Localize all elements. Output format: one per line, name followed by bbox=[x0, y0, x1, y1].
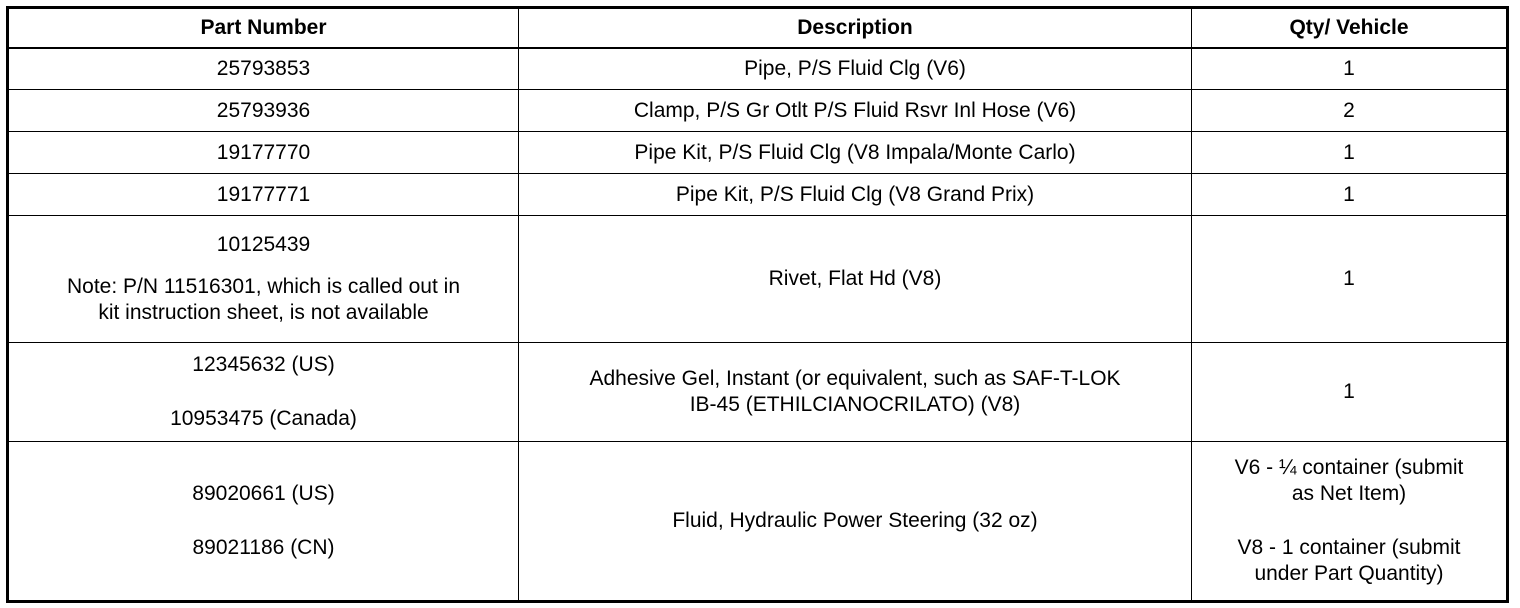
description-cell: Clamp, P/S Gr Otlt P/S Fluid Rsvr Inl Hose (V6) bbox=[519, 90, 1192, 132]
description-cell: Pipe, P/S Fluid Clg (V6) bbox=[519, 48, 1192, 90]
parts-table bbox=[6, 6, 1509, 603]
description-cell: Pipe Kit, P/S Fluid Clg (V8 Grand Prix) bbox=[519, 174, 1192, 216]
qty-v8-line-1: V8 - 1 container (submit bbox=[1237, 536, 1461, 559]
qty-v6-line-1: V6 - ¼ container (submit bbox=[1234, 456, 1464, 479]
table-row bbox=[8, 90, 1508, 132]
part-number-canada: 10953475 (Canada) bbox=[170, 407, 357, 430]
part-number-cn: 89021186 (CN) bbox=[192, 536, 335, 559]
description-cell: Pipe Kit, P/S Fluid Clg (V8 Impala/Monte Carlo) bbox=[519, 132, 1192, 174]
part-number-cell: 19177770 bbox=[8, 132, 519, 174]
description-cell: Rivet, Flat Hd (V8) bbox=[519, 216, 1192, 343]
part-note-line-2: kit instruction sheet, is not available bbox=[98, 301, 429, 324]
table-row bbox=[8, 48, 1508, 90]
table-row bbox=[8, 442, 1508, 602]
spacer bbox=[1200, 507, 1498, 535]
header-part-number: Part Number bbox=[8, 8, 519, 48]
spacer bbox=[17, 507, 510, 535]
spacer bbox=[17, 258, 510, 274]
part-number-us: 89020661 (US) bbox=[192, 482, 335, 505]
table-row bbox=[8, 216, 1508, 343]
qty-cell bbox=[1192, 442, 1508, 602]
table-row bbox=[8, 174, 1508, 216]
description-line-1: Adhesive Gel, Instant (or equivalent, such as SAF-T-LOK bbox=[589, 367, 1121, 390]
qty-v6-line-2: as Net Item) bbox=[1291, 482, 1407, 505]
part-number: 10125439 bbox=[216, 233, 311, 256]
part-number-cell: 25793853 bbox=[8, 48, 519, 90]
header-description: Description bbox=[519, 8, 1192, 48]
qty-cell: 1 bbox=[1192, 343, 1508, 442]
description-cell: Fluid, Hydraulic Power Steering (32 oz) bbox=[519, 442, 1192, 602]
table-row bbox=[8, 132, 1508, 174]
description-cell bbox=[519, 343, 1192, 442]
qty-cell: 1 bbox=[1192, 216, 1508, 343]
qty-cell: 1 bbox=[1192, 174, 1508, 216]
part-number-cell: 19177771 bbox=[8, 174, 519, 216]
qty-cell: 2 bbox=[1192, 90, 1508, 132]
part-number-cell bbox=[8, 216, 519, 343]
table-row bbox=[8, 343, 1508, 442]
qty-v8-line-2: under Part Quantity) bbox=[1254, 562, 1444, 585]
qty-cell: 1 bbox=[1192, 132, 1508, 174]
table-header-row bbox=[8, 8, 1508, 48]
qty-cell: 1 bbox=[1192, 48, 1508, 90]
part-number-cell bbox=[8, 343, 519, 442]
description-line-2: IB-45 (ETHILCIANOCRILATO) (V8) bbox=[689, 393, 1021, 416]
part-number-cell bbox=[8, 442, 519, 602]
part-number-cell: 25793936 bbox=[8, 90, 519, 132]
spacer bbox=[17, 378, 510, 406]
header-qty-vehicle: Qty/ Vehicle bbox=[1192, 8, 1508, 48]
part-note-line-1: Note: P/N 11516301, which is called out in bbox=[66, 275, 460, 298]
part-number-us: 12345632 (US) bbox=[192, 353, 335, 376]
